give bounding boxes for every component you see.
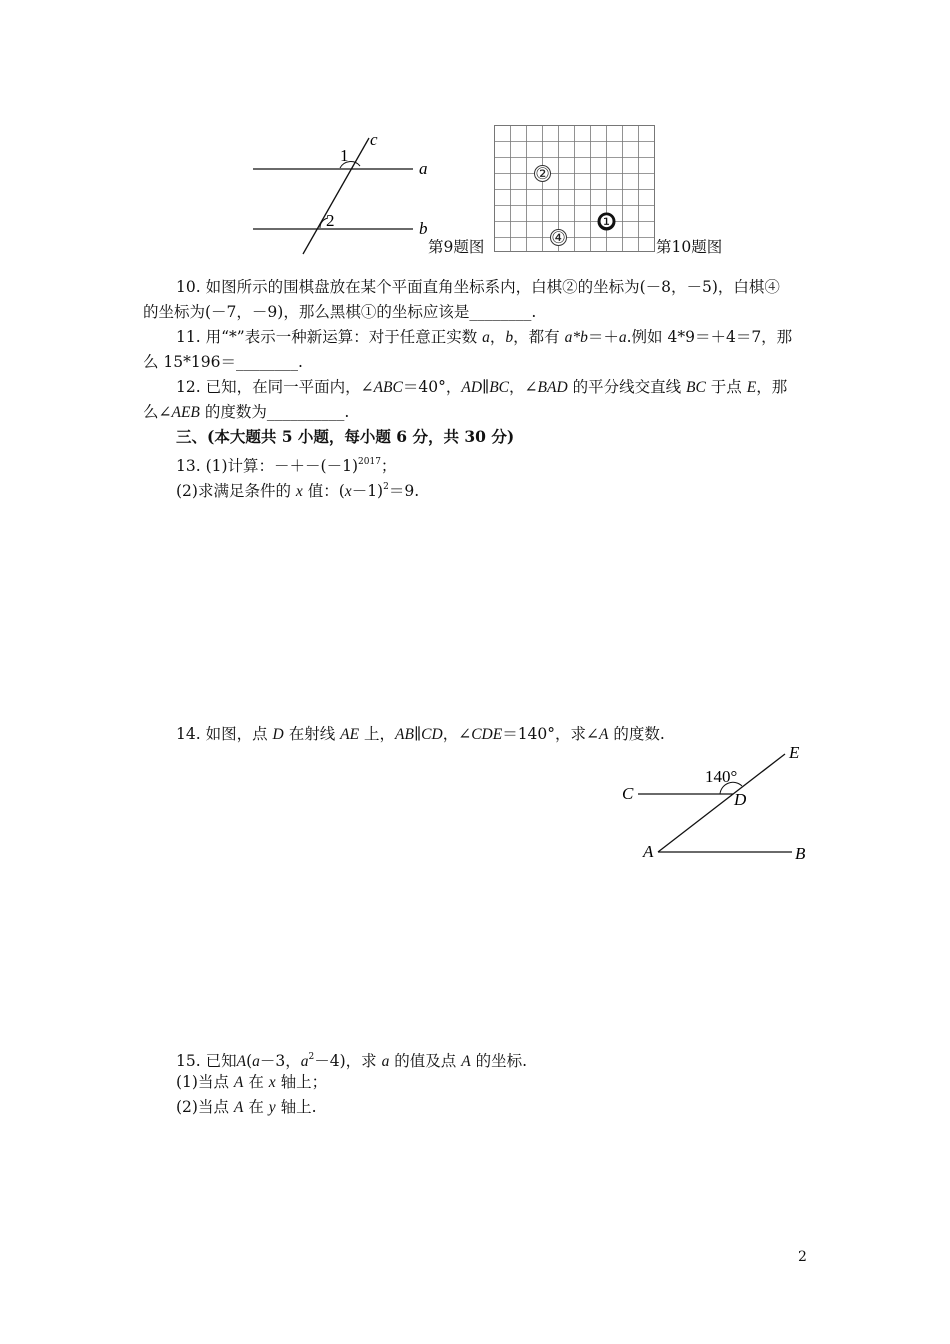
q15-text: －3， [259,1052,301,1070]
q15-text: 在 [248,1098,264,1116]
label-a: a [419,159,428,178]
q14-text: ，∠ [442,725,472,743]
q13-text: 值：( [307,482,345,500]
var-a: a [618,329,627,346]
q12-text: 于点 [710,378,742,396]
figure-10-caption: 第10题图 [656,238,723,256]
section-3-heading: 三、(本大题共 5 小题，每小题 6 分，共 30 分) [176,427,515,446]
q15-line1 [176,1047,527,1072]
label-c: c [370,130,378,149]
q10-line1 [176,277,780,297]
var-a-upper: A [599,726,609,743]
line-c [303,138,369,254]
var-cd: CD [421,726,443,743]
page-number: 2 [798,1249,807,1265]
label-1: 1 [340,146,349,165]
var-x: x [295,483,303,500]
q11-number: 11. [176,328,201,346]
q15-text: 轴上. [280,1098,317,1116]
q15-text: ( [246,1052,253,1070]
q12-text: 的平分线交直线 [572,378,682,396]
q14-line1 [176,724,665,745]
q12-text: 已知，在同一平面内，∠ [205,378,374,396]
q15-text: 在 [248,1073,264,1091]
q12-text: 的度数为__________. [204,403,350,421]
figure-10-go-board [493,124,657,254]
q15-text: 的值及点 [394,1052,457,1070]
var-a: a [252,1053,260,1070]
q15-exponent: 2 [308,1052,315,1062]
var-x: x [268,1074,276,1091]
q13-part2: (2)求满足条件的 [176,482,291,500]
q15-sub1 [176,1072,327,1093]
var-ae: AE [340,726,360,743]
q13-line1 [176,452,396,476]
q11-line1: 11. 用“*”表示一种新运算：对于任意正实数 a，b，都有 a*b＝＋a.例如 4*9＝＋4＝7，那 [176,328,793,346]
q11-text: 用“*”表示一种新运算：对于任意正实数 [205,328,478,346]
var-bc: BC [686,379,706,396]
q13-text: －1) [351,482,384,500]
var-x: x [344,483,352,500]
q10-number: 10. [176,278,201,296]
point-b: B [795,844,806,863]
q15-text: (2)当点 [176,1098,229,1116]
var-a: a [482,329,490,346]
q13-number: 13. [176,457,201,475]
q15-text: 轴上； [280,1073,328,1091]
q12-line1: 12. 已知，在同一平面内，∠ABC＝40°，AD∥BC，∠BAD 的平分线交直线 BC 于点 E，那 [176,378,788,396]
var-a-upper: A [233,1099,244,1116]
q15-text: (1)当点 [176,1073,229,1091]
q11-text: .例如 4*9＝＋4＝7，那 [626,328,793,346]
white-piece-2-label: ② [535,166,550,183]
var-a: a [300,1053,309,1070]
q14-text: ＝140°，求∠ [502,725,600,743]
q13-part1: (1)计算：－＋－(－1) [205,457,359,475]
q14-text: ∥ [413,725,422,743]
var-ab-op: a*b [564,329,588,346]
q14-text: 在射线 [288,725,336,743]
q11-text: ，都有 [513,328,560,346]
q15-text: －4)，求 [314,1052,377,1070]
q14-text: 如图，点 [205,725,268,743]
q12-text: 么∠ [143,403,172,421]
q13-exponent: 2017 [358,457,381,467]
figure-14-diagram [615,738,815,866]
q11-line2: 么 15*196＝________. [143,353,303,371]
q12-text: ，∠ [509,378,538,396]
q12-text: ＝40°， [402,378,462,396]
q15-sub2 [176,1097,317,1118]
white-piece-4-label: ④ [551,230,566,247]
q10-line2: 的坐标为(－7，－9)，那么黑棋①的坐标应该是________. [143,303,537,321]
var-bad: BAD [537,379,568,396]
q11-text: ＝＋ [587,328,619,346]
figure-9-caption: 第9题图 [428,238,485,256]
q12-number: 12. [176,378,201,396]
q12-line2 [143,402,349,423]
angle-label: 140° [705,767,738,786]
q14-text: 上， [364,725,396,743]
label-b: b [419,219,428,238]
q15-text: 的坐标. [475,1052,528,1070]
var-cde: CDE [471,726,503,743]
var-y: y [268,1099,276,1116]
point-e: E [789,743,800,762]
point-c: C [622,784,634,803]
var-b: b [505,329,514,346]
q13-text: ； [380,457,397,475]
q13-line2 [176,477,419,502]
q13-text: ＝9. [388,482,420,500]
q15-number: 15. [176,1052,201,1070]
var-a: a [381,1053,390,1070]
q15-text: 已知 [205,1052,237,1070]
black-piece-1-label: ❶ [599,214,614,231]
var-aeb: AEB [171,404,200,421]
q12-text: ，那 [756,378,788,396]
var-d: D [272,726,284,743]
q10-text1: 如图所示的围棋盘放在某个平面直角坐标系内，白棋②的坐标为(－8，－5)，白棋④ [205,278,780,296]
var-a-upper: A [233,1074,244,1091]
q14-number: 14. [176,725,201,743]
var-ad: AD [461,379,483,396]
figure-9-diagram [250,128,440,260]
var-e: E [746,379,757,396]
var-a-upper: A [461,1053,471,1070]
var-bc: BC [489,379,510,396]
q13-exponent: 2 [383,482,389,492]
point-d: D [734,790,747,809]
var-a-upper: A [236,1053,247,1070]
q14-text: 的度数. [613,725,665,743]
label-2: 2 [326,211,335,230]
point-a: A [643,842,654,861]
var-ab: AB [395,726,414,743]
var-abc: ABC [373,379,403,396]
